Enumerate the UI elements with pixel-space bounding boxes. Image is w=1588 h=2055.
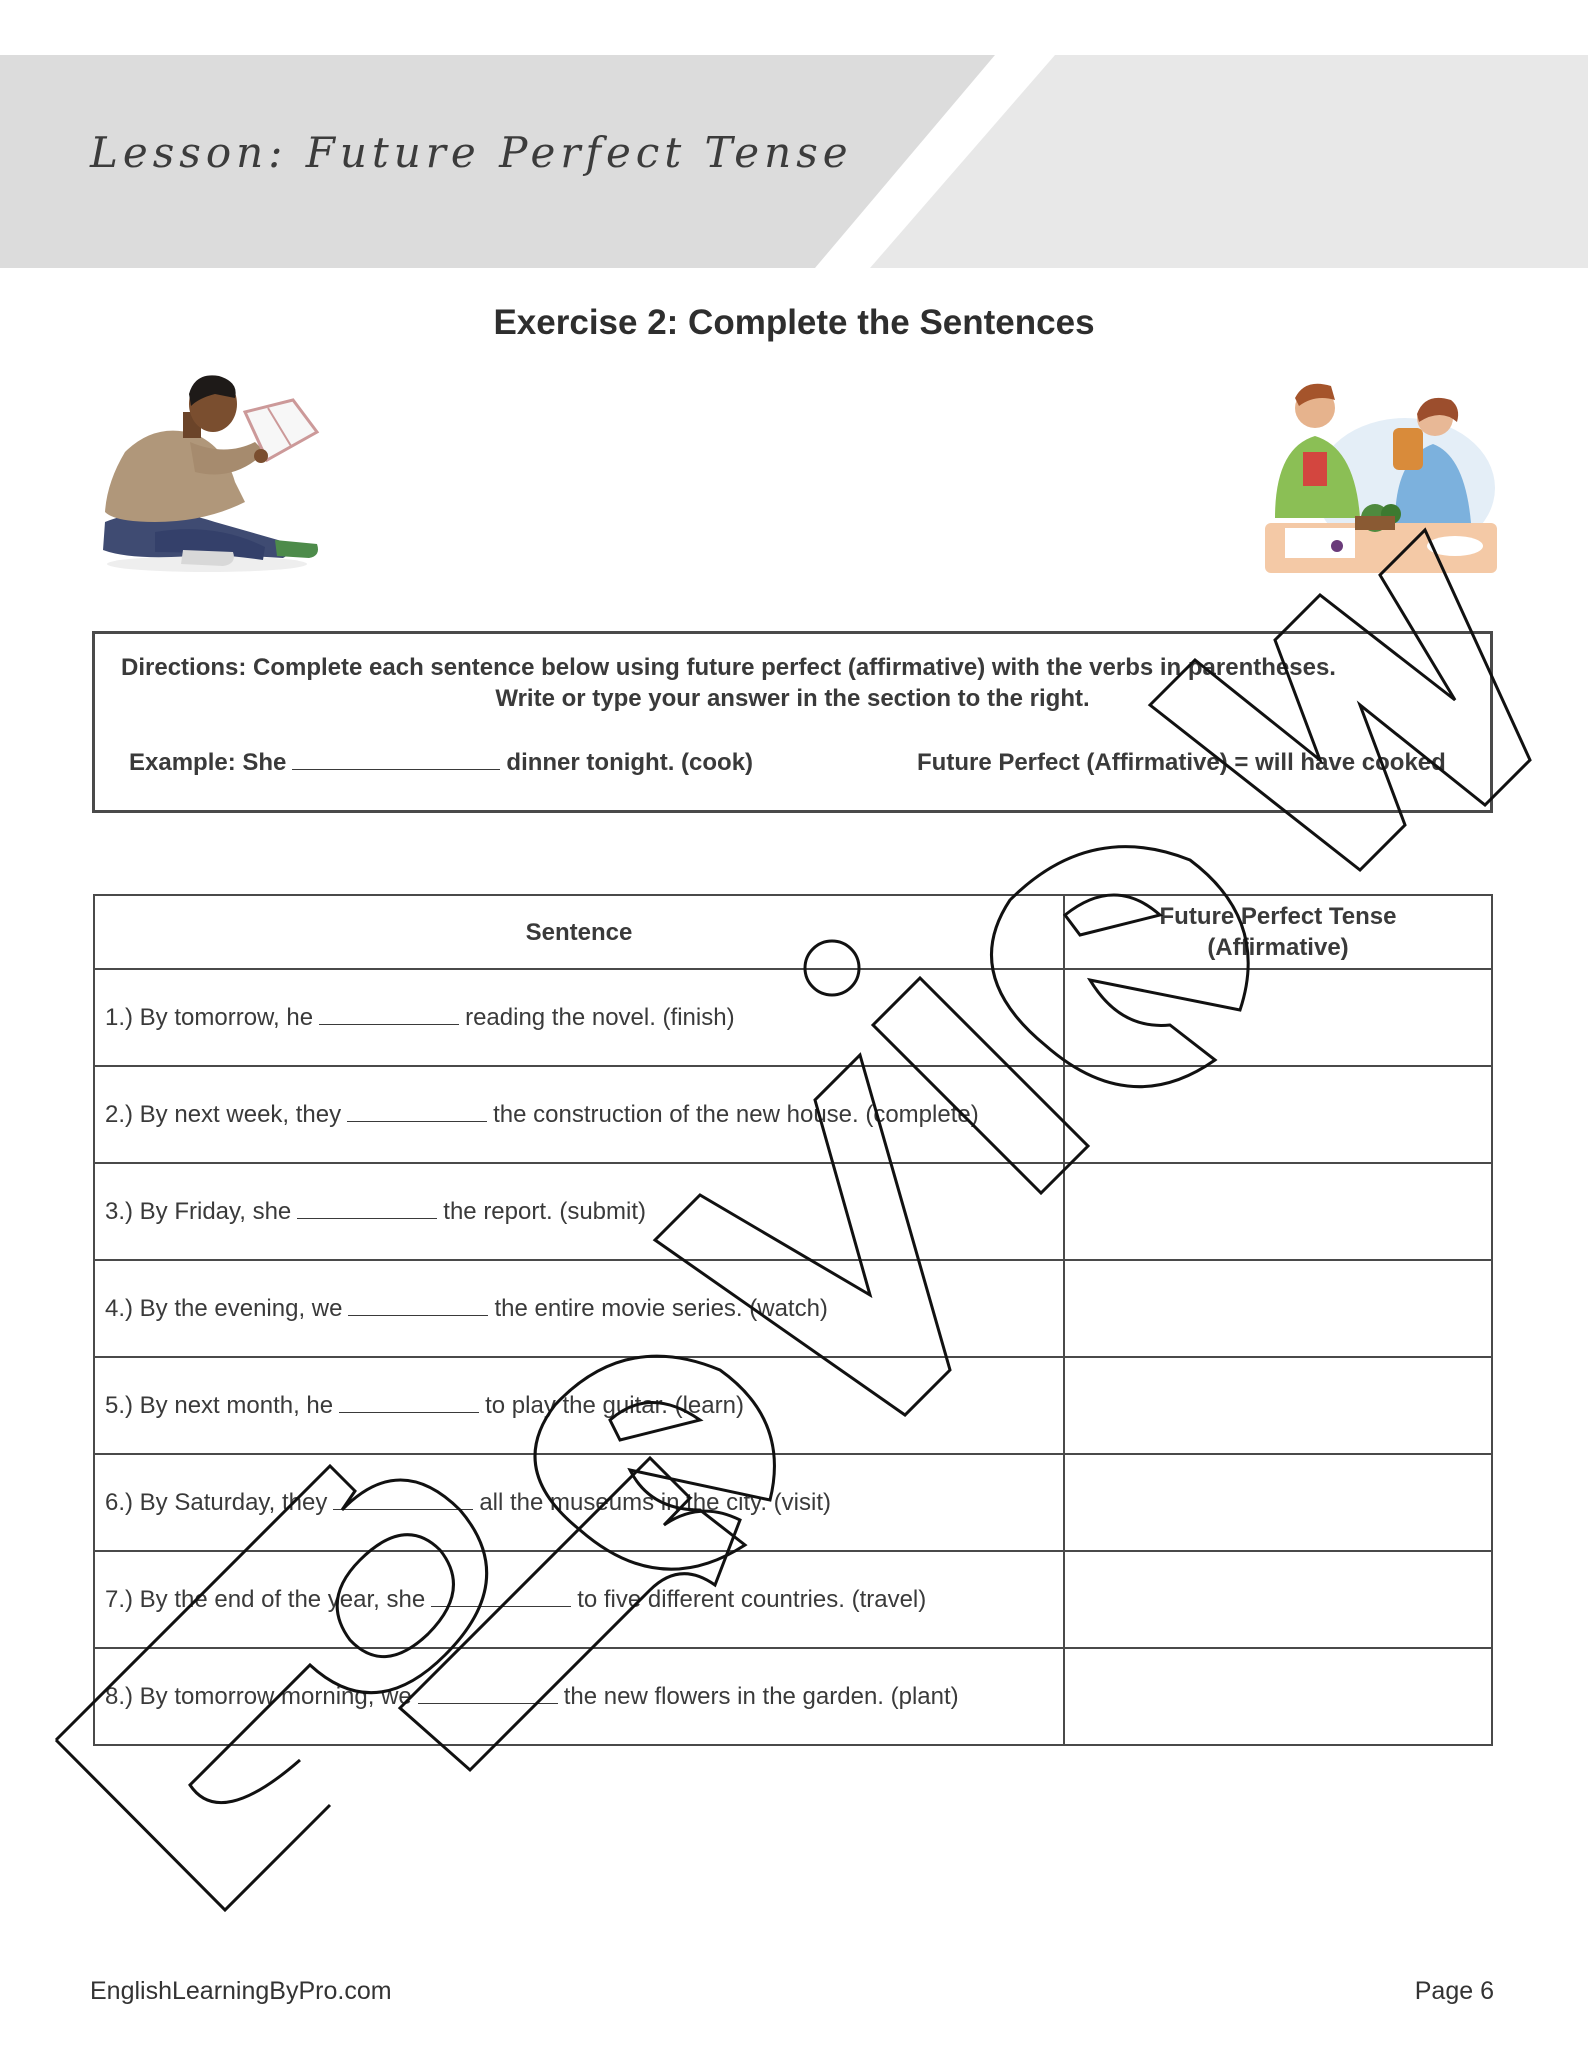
directions-text: Directions: Complete each sentence below using future perfect (affirmative) with the verbs in parentheses. bbox=[121, 654, 1336, 681]
sentence-end: the construction of the new house. (complete) bbox=[493, 1100, 979, 1128]
sentence-header: Sentence bbox=[94, 895, 1064, 969]
sentence-end: the entire movie series. (watch) bbox=[494, 1294, 828, 1322]
answer-blank bbox=[418, 1683, 558, 1704]
sentence-start: 7.) By the end of the year, she bbox=[105, 1585, 426, 1613]
example-blank bbox=[292, 749, 500, 770]
sentence-end: to play the guitar. (learn) bbox=[485, 1391, 744, 1419]
sentence-cell bbox=[94, 1648, 1064, 1745]
sentence-start: 1.) By tomorrow, he bbox=[105, 1003, 314, 1031]
answer-cell[interactable] bbox=[1064, 1163, 1492, 1260]
answer-blank bbox=[339, 1392, 479, 1413]
answer-cell[interactable] bbox=[1064, 1260, 1492, 1357]
answer-cell[interactable] bbox=[1064, 1551, 1492, 1648]
table-row bbox=[94, 1357, 1492, 1454]
sentence-cell bbox=[94, 1066, 1064, 1163]
table-row bbox=[94, 969, 1492, 1066]
answer-cell[interactable] bbox=[1064, 969, 1492, 1066]
sentence-cell bbox=[94, 1260, 1064, 1357]
sentence-start: 6.) By Saturday, they bbox=[105, 1488, 328, 1516]
answer-cell[interactable] bbox=[1064, 1648, 1492, 1745]
sentence-end: to five different countries. (travel) bbox=[577, 1585, 927, 1613]
site-footer: EnglishLearningByPro.com bbox=[90, 1977, 392, 2005]
answer-cell[interactable] bbox=[1064, 1357, 1492, 1454]
lesson-title: Lesson: Future Perfect Tense bbox=[90, 128, 853, 177]
table-row bbox=[94, 1163, 1492, 1260]
sentence-cell bbox=[94, 1454, 1064, 1551]
example-end: dinner tonight. (cook) bbox=[506, 749, 754, 776]
answer-blank bbox=[319, 1004, 459, 1025]
answer-blank bbox=[431, 1586, 571, 1607]
page-number: Page 6 bbox=[1414, 1977, 1494, 2005]
table-row bbox=[94, 1066, 1492, 1163]
sentence-start: 8.) By tomorrow morning, we bbox=[105, 1682, 412, 1710]
sentence-cell bbox=[94, 969, 1064, 1066]
table-row bbox=[94, 1648, 1492, 1745]
example-sentence bbox=[129, 749, 753, 777]
sentence-cell bbox=[94, 1551, 1064, 1648]
example-start: Example: She bbox=[129, 749, 287, 776]
answer-blank bbox=[347, 1101, 487, 1122]
directions-box bbox=[92, 631, 1493, 813]
sentence-start: 5.) By next month, he bbox=[105, 1391, 334, 1419]
answer-blank bbox=[348, 1295, 488, 1316]
sentence-cell bbox=[94, 1163, 1064, 1260]
exercise-table bbox=[93, 894, 1493, 1746]
directions-subtext: Write or type your answer in the section to the right. bbox=[495, 685, 1090, 712]
sentence-start: 2.) By next week, they bbox=[105, 1100, 342, 1128]
couple-cooking-icon bbox=[1265, 378, 1497, 578]
sentence-end: reading the novel. (finish) bbox=[465, 1003, 735, 1031]
sentence-start: 4.) By the evening, we bbox=[105, 1294, 343, 1322]
sentence-end: the report. (submit) bbox=[443, 1197, 647, 1225]
man-reading-icon bbox=[95, 372, 325, 582]
sentence-cell bbox=[94, 1357, 1064, 1454]
answer-cell[interactable] bbox=[1064, 1454, 1492, 1551]
answer-cell[interactable] bbox=[1064, 1066, 1492, 1163]
answer-blank bbox=[297, 1198, 437, 1219]
table-row bbox=[94, 1454, 1492, 1551]
sentence-end: the new flowers in the garden. (plant) bbox=[563, 1682, 959, 1710]
answer-header-label: Future Perfect Tense (Affirmative) bbox=[1159, 903, 1397, 961]
table-header-row bbox=[94, 895, 1492, 969]
answer-blank bbox=[333, 1489, 473, 1510]
sentence-end: all the museums in the city. (visit) bbox=[479, 1488, 831, 1516]
exercise-title: Exercise 2: Complete the Sentences bbox=[493, 303, 1095, 342]
table-row bbox=[94, 1260, 1492, 1357]
table-row bbox=[94, 1551, 1492, 1648]
sentence-start: 3.) By Friday, she bbox=[105, 1197, 292, 1225]
example-rule: Future Perfect (Affirmative) = will have cooked bbox=[917, 749, 1446, 776]
answer-header bbox=[1064, 895, 1492, 969]
